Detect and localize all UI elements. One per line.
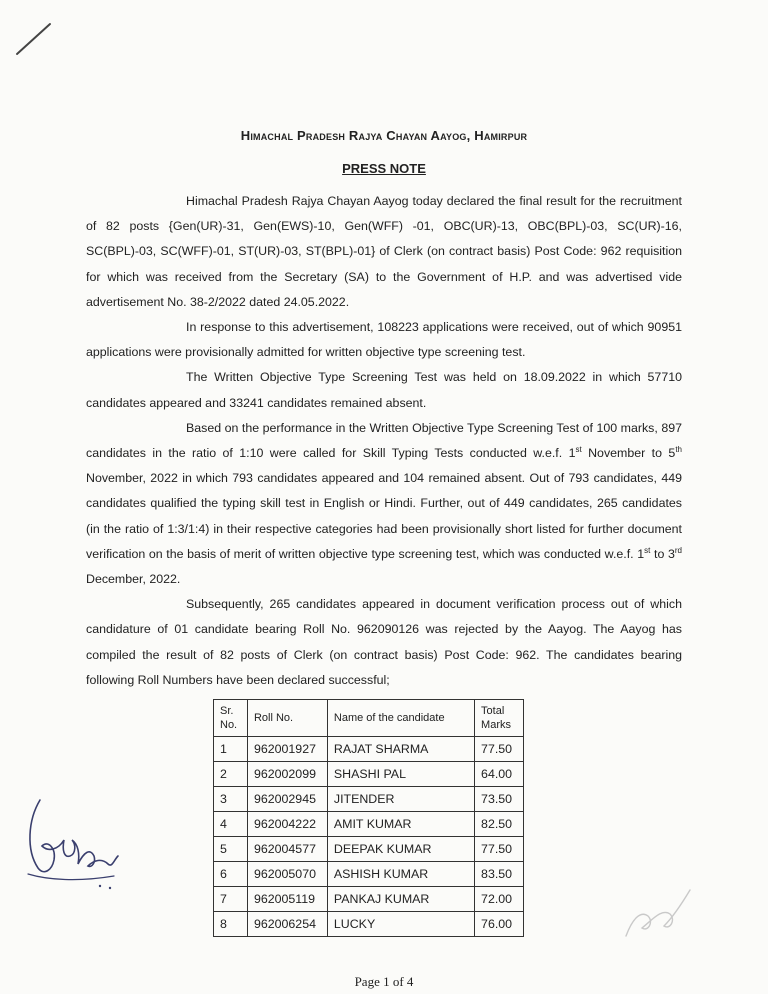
sr-cell: 8 [214, 912, 248, 937]
marks-cell: 77.50 [475, 837, 524, 862]
header-total-marks: Total Marks [475, 700, 524, 737]
header-roll-no: Roll No. [247, 700, 327, 737]
sr-cell: 1 [214, 737, 248, 762]
signature-mark [18, 790, 128, 890]
page-number: Page 1 of 4 [354, 974, 414, 989]
name-cell: RAJAT SHARMA [327, 737, 474, 762]
organization-title: Himachal Pradesh Rajya Chayan Aayog, Hamirpur [240, 128, 528, 143]
paragraph-4-part-e: December, 2022. [86, 572, 181, 587]
name-cell: JITENDER [327, 787, 474, 812]
marks-cell: 82.50 [475, 812, 524, 837]
table-row [214, 862, 524, 887]
table-row [214, 762, 524, 787]
table-row [214, 737, 524, 762]
paragraph-5: Subsequently, 265 candidates appeared in document verification process out of which candidature of 01 candidate bearing Roll No. 962090126 was rejected by the Aayog. The Aayog has compiled the result of 82 posts of Clerk (on contract basis) Post Code: 962. The candidates bearing following Roll Numbers have been declared successful; [86, 597, 682, 687]
roll-cell: 962006254 [247, 912, 327, 937]
name-cell: DEEPAK KUMAR [327, 837, 474, 862]
roll-cell: 962004577 [247, 837, 327, 862]
header-sr-no: Sr. No. [214, 700, 248, 737]
page-heading: PRESS NOTE [342, 161, 426, 176]
faint-signature-mark [618, 880, 698, 950]
marks-cell: 64.00 [475, 762, 524, 787]
roll-cell: 962005119 [247, 887, 327, 912]
name-cell: PANKAJ KUMAR [327, 887, 474, 912]
table-row [214, 812, 524, 837]
roll-cell: 962002099 [247, 762, 327, 787]
paragraph-1: Himachal Pradesh Rajya Chayan Aayog today declared the final result for the recruitment of 82 posts {Gen(UR)-31, Gen(EWS)-10, Gen(WFF) -01, OBC(UR)-13, OBC(BPL)-03, SC(UR)-16, SC(BPL)-03, SC(WFF)-01, ST(UR)-03, ST(BPL)-01} of Clerk (on contract basis) Post Code: 962 requisition for which was received from the Secretary (SA) to the Government of H.P. and was advertised vide advertisement No. 38-2/2022 dated 24.05.2022. [86, 194, 682, 309]
roll-cell: 962004222 [247, 812, 327, 837]
sr-cell: 4 [214, 812, 248, 837]
paragraph-4-part-d: to 3 [650, 546, 675, 561]
table-row [214, 837, 524, 862]
paragraph-3: The Written Objective Type Screening Test was held on 18.09.2022 in which 57710 candidates appeared and 33241 candidates remained absent. [86, 370, 682, 410]
sr-cell: 5 [214, 837, 248, 862]
ordinal-suffix: th [675, 445, 682, 455]
header-candidate-name: Name of the candidate [327, 700, 474, 737]
table-row [214, 912, 524, 937]
sr-cell: 2 [214, 762, 248, 787]
paragraph-4 [86, 416, 682, 592]
table-header-row [214, 700, 524, 737]
roll-cell: 962001927 [247, 737, 327, 762]
marks-cell: 77.50 [475, 737, 524, 762]
name-cell: ASHISH KUMAR [327, 862, 474, 887]
sr-cell: 6 [214, 862, 248, 887]
name-cell: SHASHI PAL [327, 762, 474, 787]
results-table [213, 699, 524, 937]
table-row [214, 787, 524, 812]
name-cell: AMIT KUMAR [327, 812, 474, 837]
sr-cell: 7 [214, 887, 248, 912]
press-note-body [86, 189, 682, 693]
paragraph-4-part-a: Based on the performance in the Written Objective Type Screening Test of 100 marks, 897 candidates in the ratio of 1:10 were called for Skill Typing Tests conducted w.e.f. 1 [86, 420, 682, 461]
marks-cell: 73.50 [475, 787, 524, 812]
sr-cell: 3 [214, 787, 248, 812]
marks-cell: 72.00 [475, 887, 524, 912]
ordinal-suffix: st [644, 545, 651, 555]
paragraph-2: In response to this advertisement, 108223 applications were received, out of which 90951 applications were provisionally admitted for written objective type screening test. [86, 320, 682, 360]
ordinal-suffix: st [575, 445, 582, 455]
marks-cell: 76.00 [475, 912, 524, 937]
table-row [214, 887, 524, 912]
pen-stroke-mark [14, 20, 54, 60]
roll-cell: 962002945 [247, 787, 327, 812]
roll-cell: 962005070 [247, 862, 327, 887]
name-cell: LUCKY [327, 912, 474, 937]
ordinal-suffix: rd [674, 545, 682, 555]
marks-cell: 83.50 [475, 862, 524, 887]
paragraph-4-part-b: November to 5 [581, 446, 676, 461]
paragraph-4-part-c: November, 2022 in which 793 candidates appeared and 104 remained absent. Out of 793 candidates, 449 candidates qualified the typing skill test in English or Hindi. Further, out of 449 candidates, 265 candidates (in the ratio of 1:3/1:4) in their respective categories had been provisionally short listed for further document verification on the basis of merit of written objective type screening test, which was conducted w.e.f. 1 [86, 471, 682, 561]
